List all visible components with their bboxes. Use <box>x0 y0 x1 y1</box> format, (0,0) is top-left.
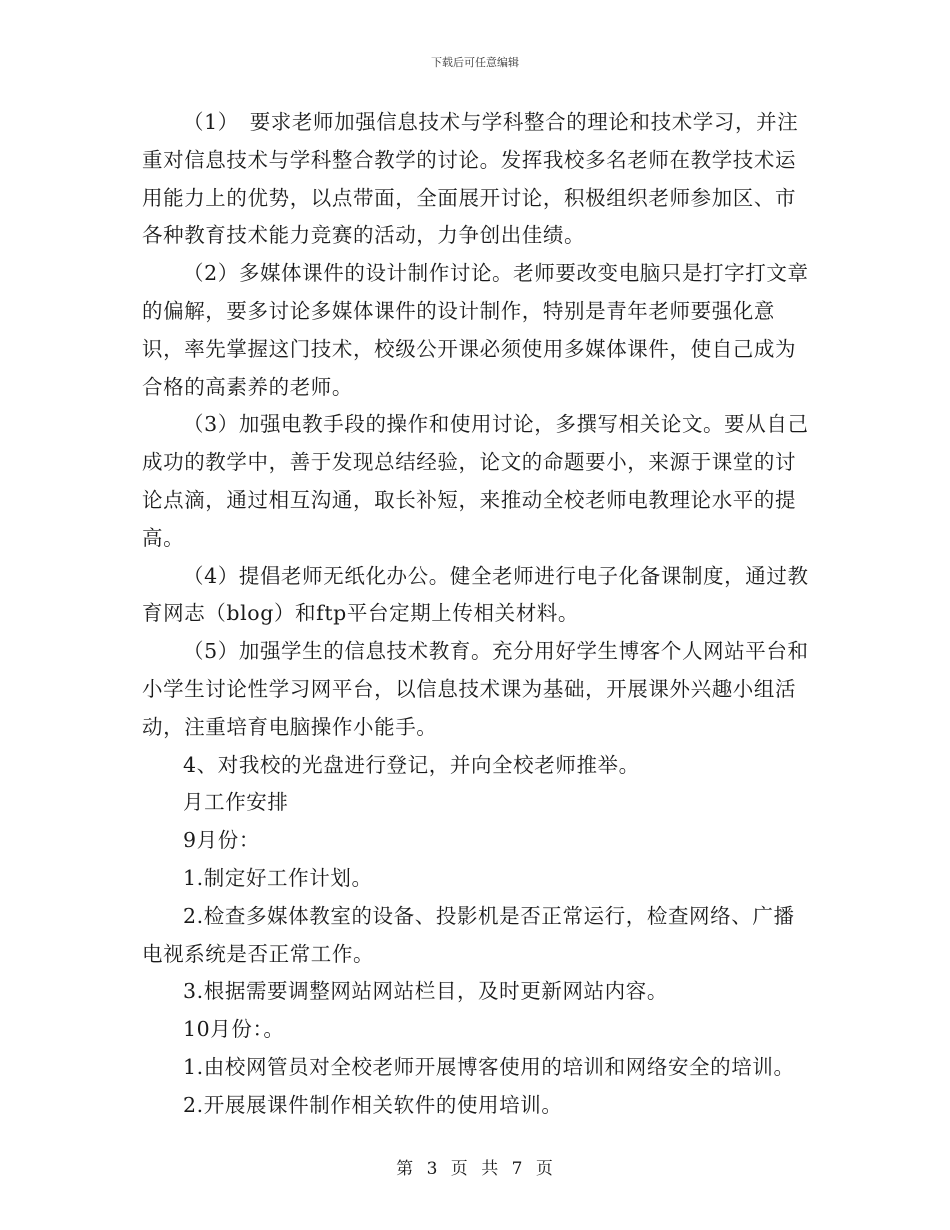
list-item: 3.根据需要调整网站网站栏目，及时更新网站内容。 <box>183 979 668 1004</box>
footer-total-prefix: 共 <box>481 1159 500 1179</box>
list-item: 1.制定好工作计划。 <box>183 865 373 890</box>
page-footer <box>0 1154 950 1179</box>
month-heading-september: 9月份： <box>183 828 260 853</box>
paragraph-item-5: （5）加强学生的信息技术教育。充分用好学生博客个人网站平台和小学生讨论性学习网平台，以信息技术课为基础，开展课外兴趣小组活动，注重培育电脑操作小能手。 <box>142 639 809 739</box>
footer-page-label: 页 <box>450 1159 469 1179</box>
list-item: 2.开展展课件制作相关软件的使用培训。 <box>183 1092 563 1117</box>
paragraph-disc-registration: 4、对我校的光盘进行登记，并向全校老师推举。 <box>183 752 640 777</box>
section-heading-monthly-plan: 月工作安排 <box>183 790 289 815</box>
paragraph-item-3: （3）加强电教手段的操作和使用讨论，多撰写相关论文。要从自己成功的教学中，善于发现总结经验，论文的命题要小，来源于课堂的讨论点滴，通过相互沟通，取长补短，来推动全校老师电教理论水平的提高。 <box>142 412 809 550</box>
footer-total-pages: 7 <box>511 1159 524 1179</box>
list-item: 2.检查多媒体教室的设备、投影机是否正常运行，检查网络、广播电视系统是否正常工作。 <box>142 903 795 966</box>
month-heading-october: 10月份：。 <box>183 1017 285 1042</box>
paragraph-item-4: （4）提倡老师无纸化办公。健全老师进行电子化备课制度，通过教育网志（blog）和ftp平台定期上传相关材料。 <box>142 563 809 626</box>
paragraph-item-2: （2）多媒体课件的设计制作讨论。老师要改变电脑只是打字打文章的偏解，要多讨论多媒体课件的设计制作，特别是青年老师要强化意识，率先掌握这门技术，校级公开课必须使用多媒体课件，使自己成为合格的高素养的老师。 <box>142 261 809 399</box>
page-header: 下载后可任意编辑 <box>431 56 519 69</box>
paragraph-item-1: （1） 要求老师加强信息技术与学科整合的理论和技术学习，并注重对信息技术与学科整合教学的讨论。发挥我校多名老师在教学技术运用能力上的优势，以点带面，全面展开讨论，积极组织老师参加区、市各种教育技术能力竞赛的活动，力争创出佳绩。 <box>142 110 799 248</box>
footer-prefix: 第 <box>396 1159 415 1179</box>
document-body <box>142 104 810 1125</box>
footer-page-number: 3 <box>426 1159 439 1179</box>
list-item: 1.由校网管员对全校老师开展博客使用的培训和网络安全的培训。 <box>183 1054 795 1079</box>
footer-suffix: 页 <box>535 1159 554 1179</box>
